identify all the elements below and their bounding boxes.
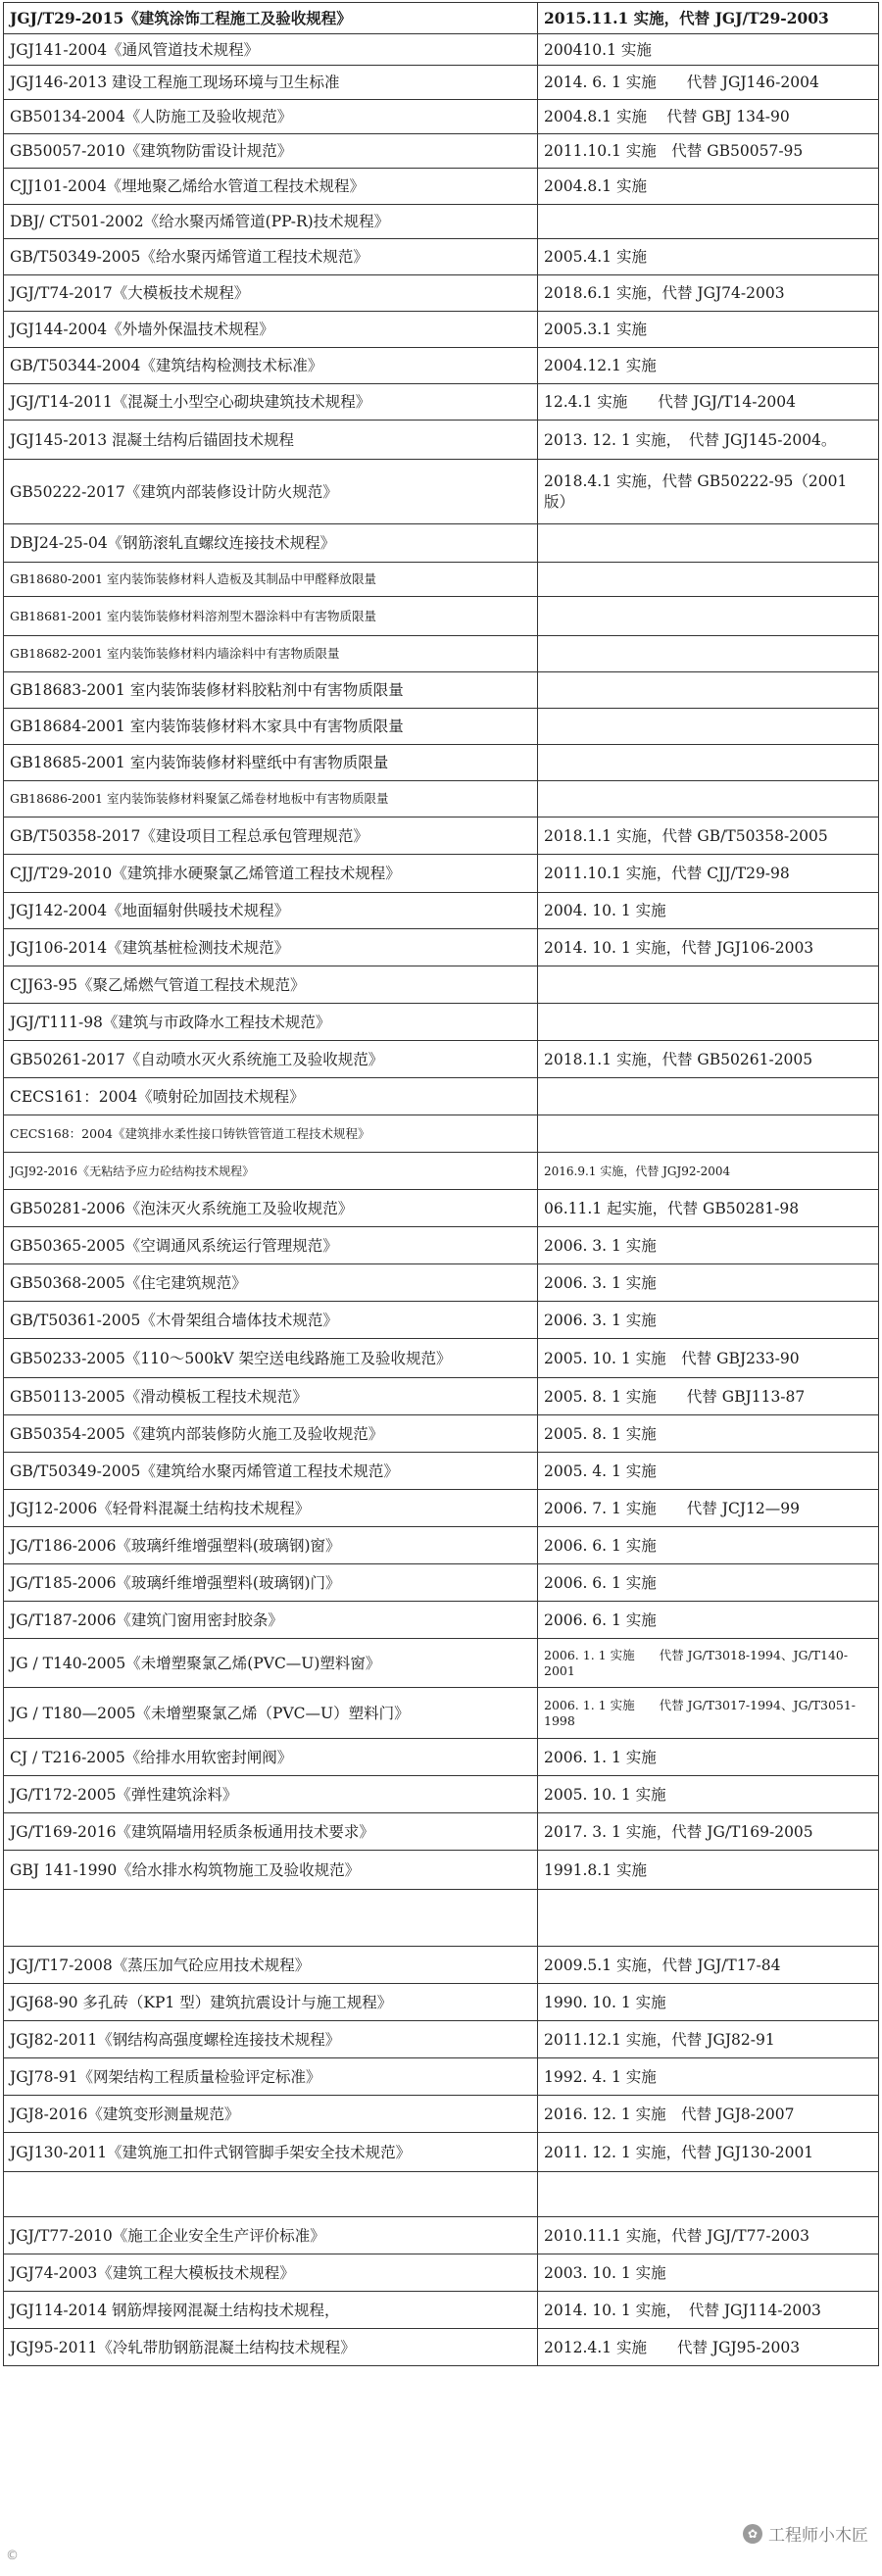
standard-code-cell: JGJ/T111-98《建筑与市政降水工程技术规范》 xyxy=(4,1004,538,1041)
implementation-status-cell: 2004. 10. 1 实施 xyxy=(538,893,879,929)
implementation-status-cell: 2011. 12. 1 实施，代替 JGJ130-2001 xyxy=(538,2133,879,2172)
table-row xyxy=(4,855,879,893)
standard-code-cell: GB18683-2001 室内装饰装修材料胶粘剂中有害物质限量 xyxy=(4,672,538,709)
implementation-status-cell: 2006. 3. 1 实施 xyxy=(538,1302,879,1339)
standard-code-cell: CJJ101-2004《埋地聚乙烯给水管道工程技术规程》 xyxy=(4,169,538,205)
corner-mark: © xyxy=(6,2549,19,2563)
table-row xyxy=(4,1602,879,1639)
standard-code-cell: GB/T50349-2005《给水聚丙烯管道工程技术规范》 xyxy=(4,239,538,275)
implementation-status-cell: 2006. 7. 1 实施 代替 JCJ12—99 xyxy=(538,1490,879,1527)
standard-code-cell: JGJ8-2016《建筑变形测量规范》 xyxy=(4,2096,538,2133)
table-row xyxy=(4,1527,879,1564)
table-row xyxy=(4,275,879,312)
implementation-status-cell: 2005. 4. 1 实施 xyxy=(538,1453,879,1490)
implementation-status-cell: 2005. 8. 1 实施 xyxy=(538,1415,879,1453)
implementation-status-cell: 2013. 12. 1 实施， 代替 JGJ145-2004。 xyxy=(538,421,879,460)
implementation-status-cell: 2004.8.1 实施 代替 GBJ 134-90 xyxy=(538,100,879,134)
table-row xyxy=(4,169,879,205)
standard-code-cell xyxy=(4,2172,538,2217)
table-row xyxy=(4,1639,879,1688)
standard-code-cell: GB50281-2006《泡沫灭火系统施工及验收规范》 xyxy=(4,1190,538,1227)
standard-code-cell: JGJ92-2016《无粘结予应力砼结构技术规程》 xyxy=(4,1153,538,1190)
table-row xyxy=(4,1984,879,2021)
table-row xyxy=(4,597,879,636)
table-row xyxy=(4,2133,879,2172)
table-row xyxy=(4,1339,879,1378)
standard-code-cell: GB50368-2005《住宅建筑规范》 xyxy=(4,1264,538,1302)
standard-code-cell: JGJ12-2006《轻骨料混凝土结构技术规程》 xyxy=(4,1490,538,1527)
implementation-status-cell xyxy=(538,1004,879,1041)
table-row xyxy=(4,460,879,524)
standard-code-cell: JG / T140-2005《未增塑聚氯乙烯(PVC—U)塑料窗》 xyxy=(4,1639,538,1688)
table-row xyxy=(4,709,879,745)
implementation-status-cell: 2005. 8. 1 实施 代替 GBJ113-87 xyxy=(538,1378,879,1415)
table-row xyxy=(4,1415,879,1453)
standard-code-cell: GB50261-2017《自动喷水灭火系统施工及验收规范》 xyxy=(4,1041,538,1078)
implementation-status-cell: 2006. 1. 1 实施 代替 JG/T3017-1994、JG/T3051-1998 xyxy=(538,1688,879,1739)
standard-code-cell: JGJ95-2011《冷轧带肋钢筋混凝土结构技术规程》 xyxy=(4,2329,538,2366)
standard-code-cell: GBJ 141-1990《给水排水构筑物施工及验收规范》 xyxy=(4,1851,538,1890)
implementation-status-cell: 2006. 6. 1 实施 xyxy=(538,1602,879,1639)
implementation-status-cell xyxy=(538,636,879,672)
table-row xyxy=(4,1490,879,1527)
implementation-status-cell: 2015.11.1 实施，代替 JGJ/T29-2003 xyxy=(538,3,879,34)
table-row xyxy=(4,1453,879,1490)
table-row xyxy=(4,524,879,563)
implementation-status-cell: 2009.5.1 实施，代替 JGJ/T17-84 xyxy=(538,1947,879,1984)
implementation-status-cell: 2005.3.1 实施 xyxy=(538,312,879,348)
standard-code-cell: GB18684-2001 室内装饰装修材料木家具中有害物质限量 xyxy=(4,709,538,745)
wechat-icon: ✿ xyxy=(743,2524,762,2544)
standard-code-cell: JG / T180—2005《未增塑聚氯乙烯（PVC—U）塑料门》 xyxy=(4,1688,538,1739)
implementation-status-cell: 2006. 3. 1 实施 xyxy=(538,1227,879,1264)
implementation-status-cell xyxy=(538,966,879,1004)
table-row xyxy=(4,1851,879,1890)
implementation-status-cell xyxy=(538,1115,879,1153)
implementation-status-cell: 2005. 10. 1 实施 代替 GBJ233-90 xyxy=(538,1339,879,1378)
implementation-status-cell xyxy=(538,1890,879,1947)
table-row xyxy=(4,1041,879,1078)
implementation-status-cell: 2003. 10. 1 实施 xyxy=(538,2254,879,2292)
standard-code-cell: JGJ114-2014 钢筋焊接网混凝土结构技术规程， xyxy=(4,2292,538,2329)
implementation-status-cell: 1990. 10. 1 实施 xyxy=(538,1984,879,2021)
standard-code-cell: GB18681-2001 室内装饰装修材料溶剂型木器涂料中有害物质限量 xyxy=(4,597,538,636)
table-row xyxy=(4,421,879,460)
table-row xyxy=(4,2254,879,2292)
table-row xyxy=(4,636,879,672)
standard-code-cell: GB/T50358-2017《建设项目工程总承包管理规范》 xyxy=(4,817,538,855)
implementation-status-cell: 2014. 10. 1 实施，代替 JGJ106-2003 xyxy=(538,929,879,966)
table-row xyxy=(4,134,879,169)
implementation-status-cell: 200410.1 实施 xyxy=(538,34,879,66)
implementation-status-cell xyxy=(538,709,879,745)
standard-code-cell: JGJ144-2004《外墙外保温技术规程》 xyxy=(4,312,538,348)
implementation-status-cell: 2018.6.1 实施，代替 JGJ74-2003 xyxy=(538,275,879,312)
standard-code-cell: JGJ/T17-2008《蒸压加气砼应用技术规程》 xyxy=(4,1947,538,1984)
standard-code-cell: GB/T50349-2005《建筑给水聚丙烯管道工程技术规范》 xyxy=(4,1453,538,1490)
implementation-status-cell: 2011.12.1 实施，代替 JGJ82-91 xyxy=(538,2021,879,2058)
implementation-status-cell: 2006. 1. 1 实施 xyxy=(538,1739,879,1776)
implementation-status-cell: 2011.10.1 实施，代替 CJJ/T29-98 xyxy=(538,855,879,893)
table-row xyxy=(4,2217,879,2254)
standard-code-cell: GB50365-2005《空调通风系统运行管理规范》 xyxy=(4,1227,538,1264)
standard-code-cell: DBJ/ CT501-2002《给水聚丙烯管道(PP-R)技术规程》 xyxy=(4,205,538,239)
implementation-status-cell: 2014. 10. 1 实施， 代替 JGJ114-2003 xyxy=(538,2292,879,2329)
table-row xyxy=(4,966,879,1004)
table-row xyxy=(4,2058,879,2096)
table-row xyxy=(4,1688,879,1739)
table-row xyxy=(4,2292,879,2329)
standard-code-cell: JG/T185-2006《玻璃纤维增强塑料(玻璃钢)门》 xyxy=(4,1564,538,1602)
standard-code-cell: JGJ142-2004《地面辐射供暖技术规程》 xyxy=(4,893,538,929)
table-row xyxy=(4,1302,879,1339)
standard-code-cell: CECS161：2004《喷射砼加固技术规程》 xyxy=(4,1078,538,1115)
implementation-status-cell: 12.4.1 实施 代替 JGJ/T14-2004 xyxy=(538,384,879,421)
table-row xyxy=(4,205,879,239)
implementation-status-cell: 2006. 1. 1 实施 代替 JG/T3018-1994、JG/T140-2001 xyxy=(538,1639,879,1688)
standard-code-cell: CJ / T216-2005《给排水用软密封闸阀》 xyxy=(4,1739,538,1776)
standard-code-cell: GB50354-2005《建筑内部装修防火施工及验收规范》 xyxy=(4,1415,538,1453)
implementation-status-cell: 2006. 6. 1 实施 xyxy=(538,1527,879,1564)
implementation-status-cell: 2004.12.1 实施 xyxy=(538,348,879,384)
table-row xyxy=(4,672,879,709)
implementation-status-cell xyxy=(538,524,879,563)
standard-code-cell: JG/T169-2016《建筑隔墙用轻质条板通用技术要求》 xyxy=(4,1813,538,1851)
table-row xyxy=(4,2172,879,2217)
standard-code-cell: JGJ146-2013 建设工程施工现场环境与卫生标准 xyxy=(4,66,538,100)
standard-code-cell: JG/T172-2005《弹性建筑涂料》 xyxy=(4,1776,538,1813)
table-row xyxy=(4,1004,879,1041)
watermark-text: 工程师小木匠 xyxy=(768,2526,868,2546)
implementation-status-cell: 2005.4.1 实施 xyxy=(538,239,879,275)
table-row xyxy=(4,1947,879,1984)
implementation-status-cell: 2006. 3. 1 实施 xyxy=(538,1264,879,1302)
implementation-status-cell xyxy=(538,597,879,636)
table-row xyxy=(4,2021,879,2058)
implementation-status-cell: 2010.11.1 实施，代替 JGJ/T77-2003 xyxy=(538,2217,879,2254)
standard-code-cell: JGJ145-2013 混凝土结构后锚固技术规程 xyxy=(4,421,538,460)
standard-code-cell: GB50057-2010《建筑物防雷设计规范》 xyxy=(4,134,538,169)
standards-table xyxy=(3,2,879,2366)
implementation-status-cell xyxy=(538,781,879,817)
standard-code-cell: JGJ/T74-2017《大模板技术规程》 xyxy=(4,275,538,312)
implementation-status-cell: 2011.10.1 实施 代替 GB50057-95 xyxy=(538,134,879,169)
table-row xyxy=(4,1776,879,1813)
implementation-status-cell xyxy=(538,205,879,239)
implementation-status-cell xyxy=(538,672,879,709)
table-row xyxy=(4,781,879,817)
table-row xyxy=(4,3,879,34)
standard-code-cell: GB/T50361-2005《木骨架组合墙体技术规范》 xyxy=(4,1302,538,1339)
table-row xyxy=(4,817,879,855)
table-row xyxy=(4,1739,879,1776)
standard-code-cell: JGJ141-2004《通风管道技术规程》 xyxy=(4,34,538,66)
implementation-status-cell xyxy=(538,563,879,597)
implementation-status-cell: 2018.4.1 实施，代替 GB50222-95（2001 版） xyxy=(538,460,879,524)
implementation-status-cell: 2014. 6. 1 实施 代替 JGJ146-2004 xyxy=(538,66,879,100)
standard-code-cell: JGJ/T29-2015《建筑涂饰工程施工及验收规程》 xyxy=(4,3,538,34)
standard-code-cell: JGJ/T14-2011《混凝土小型空心砌块建筑技术规程》 xyxy=(4,384,538,421)
table-row xyxy=(4,1153,879,1190)
standard-code-cell: GB50113-2005《滑动模板工程技术规范》 xyxy=(4,1378,538,1415)
implementation-status-cell: 1992. 4. 1 实施 xyxy=(538,2058,879,2096)
table-row xyxy=(4,929,879,966)
table-row xyxy=(4,1227,879,1264)
table-row xyxy=(4,239,879,275)
standard-code-cell: GB18680-2001 室内装饰装修材料人造板及其制品中甲醛释放限量 xyxy=(4,563,538,597)
standard-code-cell: JGJ78-91《网架结构工程质量检验评定标准》 xyxy=(4,2058,538,2096)
table-row xyxy=(4,1378,879,1415)
watermark xyxy=(743,2521,868,2546)
implementation-status-cell: 2004.8.1 实施 xyxy=(538,169,879,205)
table-row xyxy=(4,1264,879,1302)
table-row xyxy=(4,312,879,348)
implementation-status-cell xyxy=(538,745,879,781)
standard-code-cell: GB18686-2001 室内装饰装修材料聚氯乙烯卷材地板中有害物质限量 xyxy=(4,781,538,817)
implementation-status-cell xyxy=(538,2172,879,2217)
standard-code-cell: JGJ/T77-2010《施工企业安全生产评价标准》 xyxy=(4,2217,538,2254)
standard-code-cell: JG/T187-2006《建筑门窗用密封胶条》 xyxy=(4,1602,538,1639)
standard-code-cell: GB/T50344-2004《建筑结构检测技术标准》 xyxy=(4,348,538,384)
table-row xyxy=(4,1190,879,1227)
standard-code-cell: JGJ106-2014《建筑基桩检测技术规范》 xyxy=(4,929,538,966)
implementation-status-cell: 2017. 3. 1 实施，代替 JG/T169-2005 xyxy=(538,1813,879,1851)
table-row xyxy=(4,745,879,781)
table-row xyxy=(4,34,879,66)
implementation-status-cell: 2012.4.1 实施 代替 JGJ95-2003 xyxy=(538,2329,879,2366)
implementation-status-cell xyxy=(538,1078,879,1115)
standard-code-cell: JGJ74-2003《建筑工程大模板技术规程》 xyxy=(4,2254,538,2292)
table-row xyxy=(4,1813,879,1851)
table-row xyxy=(4,100,879,134)
table-row xyxy=(4,2096,879,2133)
standard-code-cell: GB50134-2004《人防施工及验收规范》 xyxy=(4,100,538,134)
standard-code-cell: JGJ82-2011《钢结构高强度螺栓连接技术规程》 xyxy=(4,2021,538,2058)
table-row xyxy=(4,2329,879,2366)
table-row xyxy=(4,1564,879,1602)
standard-code-cell xyxy=(4,1890,538,1947)
standard-code-cell: CJJ63-95《聚乙烯燃气管道工程技术规范》 xyxy=(4,966,538,1004)
table-row xyxy=(4,563,879,597)
table-row xyxy=(4,348,879,384)
implementation-status-cell: 2005. 10. 1 实施 xyxy=(538,1776,879,1813)
table-row xyxy=(4,1890,879,1947)
table-row xyxy=(4,893,879,929)
table-row xyxy=(4,1078,879,1115)
standard-code-cell: JGJ130-2011《建筑施工扣件式钢管脚手架安全技术规范》 xyxy=(4,2133,538,2172)
standard-code-cell: JG/T186-2006《玻璃纤维增强塑料(玻璃钢)窗》 xyxy=(4,1527,538,1564)
table-row xyxy=(4,66,879,100)
implementation-status-cell: 2016. 12. 1 实施 代替 JGJ8-2007 xyxy=(538,2096,879,2133)
standard-code-cell: CJJ/T29-2010《建筑排水硬聚氯乙烯管道工程技术规程》 xyxy=(4,855,538,893)
implementation-status-cell: 2006. 6. 1 实施 xyxy=(538,1564,879,1602)
standard-code-cell: DBJ24-25-04《钢筋滚轧直螺纹连接技术规程》 xyxy=(4,524,538,563)
standard-code-cell: GB18685-2001 室内装饰装修材料壁纸中有害物质限量 xyxy=(4,745,538,781)
table-row xyxy=(4,384,879,421)
implementation-status-cell: 2016.9.1 实施，代替 JGJ92-2004 xyxy=(538,1153,879,1190)
implementation-status-cell: 1991.8.1 实施 xyxy=(538,1851,879,1890)
implementation-status-cell: 2018.1.1 实施，代替 GB50261-2005 xyxy=(538,1041,879,1078)
standard-code-cell: GB50222-2017《建筑内部装修设计防火规范》 xyxy=(4,460,538,524)
table-row xyxy=(4,1115,879,1153)
standard-code-cell: GB18682-2001 室内装饰装修材料内墙涂料中有害物质限量 xyxy=(4,636,538,672)
standard-code-cell: CECS168：2004《建筑排水柔性接口铸铁管管道工程技术规程》 xyxy=(4,1115,538,1153)
standard-code-cell: GB50233-2005《110～500kV 架空送电线路施工及验收规范》 xyxy=(4,1339,538,1378)
standards-table-body xyxy=(4,3,879,2366)
implementation-status-cell: 2018.1.1 实施，代替 GB/T50358-2005 xyxy=(538,817,879,855)
standard-code-cell: JGJ68-90 多孔砖（KP1 型）建筑抗震设计与施工规程》 xyxy=(4,1984,538,2021)
implementation-status-cell: 06.11.1 起实施，代替 GB50281-98 xyxy=(538,1190,879,1227)
